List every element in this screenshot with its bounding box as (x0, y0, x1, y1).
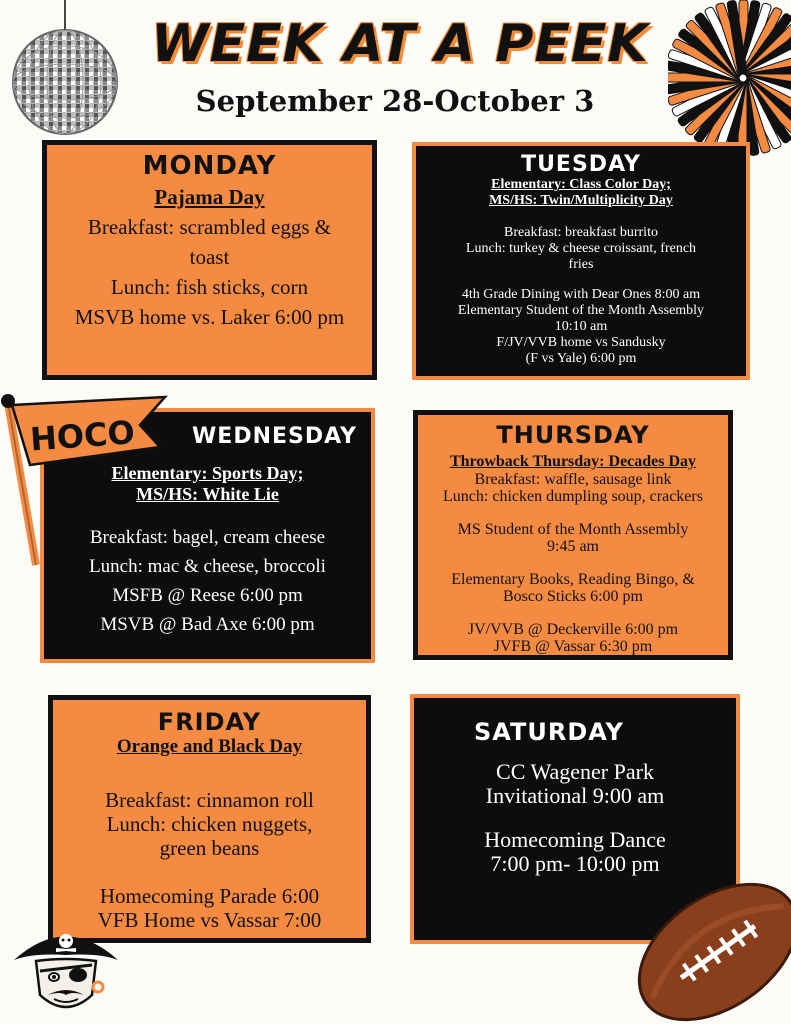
friday-card (48, 695, 371, 943)
schedule-line: Lunch: mac & cheese, broccoli (89, 556, 326, 577)
day-heading: MONDAY (142, 151, 277, 181)
football-icon (628, 862, 791, 1024)
schedule-line: Lunch: turkey & cheese croissant, french (465, 241, 697, 256)
schedule-line: 9:45 am (547, 538, 599, 555)
flag-text: HOCO (28, 413, 136, 459)
day-heading: THURSDAY (496, 421, 650, 449)
schedule-line: Homecoming Dance (484, 827, 666, 852)
pirate-mascot-icon (10, 915, 122, 1020)
schedule-line: MSVB home vs. Laker 6:00 pm (74, 305, 345, 329)
schedule-line: Bosco Sticks 6:00 pm (502, 588, 643, 605)
schedule-line: (F vs Yale) 6:00 pm (525, 351, 637, 366)
pom-pom-icon (668, 0, 791, 165)
day-theme: Elementary: Class Color Day; (491, 177, 671, 192)
monday-card (42, 140, 377, 380)
schedule-line: 7:00 pm- 10:00 pm (490, 851, 660, 876)
schedule-line: 10:10 am (554, 319, 608, 334)
disco-ball-icon (8, 0, 123, 140)
day-heading: WEDNESDAY (192, 424, 357, 449)
schedule-line: CC Wagener Park (496, 759, 654, 784)
tuesday-card (412, 142, 750, 380)
schedule-line: JVFB @ Vassar 6:30 pm (493, 638, 653, 655)
schedule-line: MSFB @ Reese 6:00 pm (112, 585, 303, 606)
day-heading: SATURDAY (474, 718, 624, 746)
schedule-line: MS Student of the Month Assembly (457, 521, 689, 538)
day-theme: Pajama Day (154, 185, 265, 209)
schedule-line: VFB Home vs Vassar 7:00 (97, 908, 322, 932)
hoco-flag-icon (0, 385, 180, 570)
schedule-line: Elementary Student of the Month Assembly (457, 303, 705, 318)
schedule-line: Elementary Books, Reading Bingo, & (451, 571, 695, 588)
page-title: WEEK AT A PEEK (151, 14, 649, 74)
schedule-line: Breakfast: breakfast burrito (504, 225, 658, 240)
schedule-line: Breakfast: bagel, cream cheese (89, 527, 326, 548)
schedule-line: MSVB @ Bad Axe 6:00 pm (100, 614, 315, 635)
day-theme: Orange and Black Day (116, 736, 303, 757)
schedule-line: Lunch: chicken dumpling soup, crackers (443, 488, 703, 505)
date-range: September 28-October 3 (195, 84, 595, 118)
schedule-line: toast (189, 245, 230, 269)
schedule-line: Homecoming Parade 6:00 (99, 884, 320, 908)
schedule-line: green beans (159, 836, 260, 860)
schedule-line: JV/VVB @ Deckerville 6:00 pm (467, 621, 679, 638)
schedule-line: Lunch: chicken nuggets, (106, 812, 313, 836)
day-theme: MS/HS: White Lie (136, 484, 279, 504)
schedule-line: Invitational 9:00 am (485, 783, 665, 808)
schedule-line: fries (568, 257, 594, 272)
day-theme: Throwback Thursday: Decades Day (449, 453, 697, 470)
thursday-card (413, 410, 733, 660)
day-theme: Elementary: Sports Day; (111, 463, 304, 483)
schedule-line: F/JV/VVB home vs Sandusky (496, 335, 666, 350)
schedule-line: 4th Grade Dining with Dear Ones 8:00 am (461, 287, 701, 302)
schedule-line: Breakfast: scrambled eggs & (87, 215, 332, 239)
schedule-line: Breakfast: waffle, sausage link (474, 471, 672, 488)
day-heading: FRIDAY (157, 708, 262, 736)
day-theme: MS/HS: Twin/Multiplicity Day (489, 193, 673, 208)
schedule-line: Lunch: fish sticks, corn (110, 275, 309, 299)
schedule-line: Breakfast: cinnamon roll (105, 788, 314, 812)
day-heading: TUESDAY (521, 152, 641, 177)
